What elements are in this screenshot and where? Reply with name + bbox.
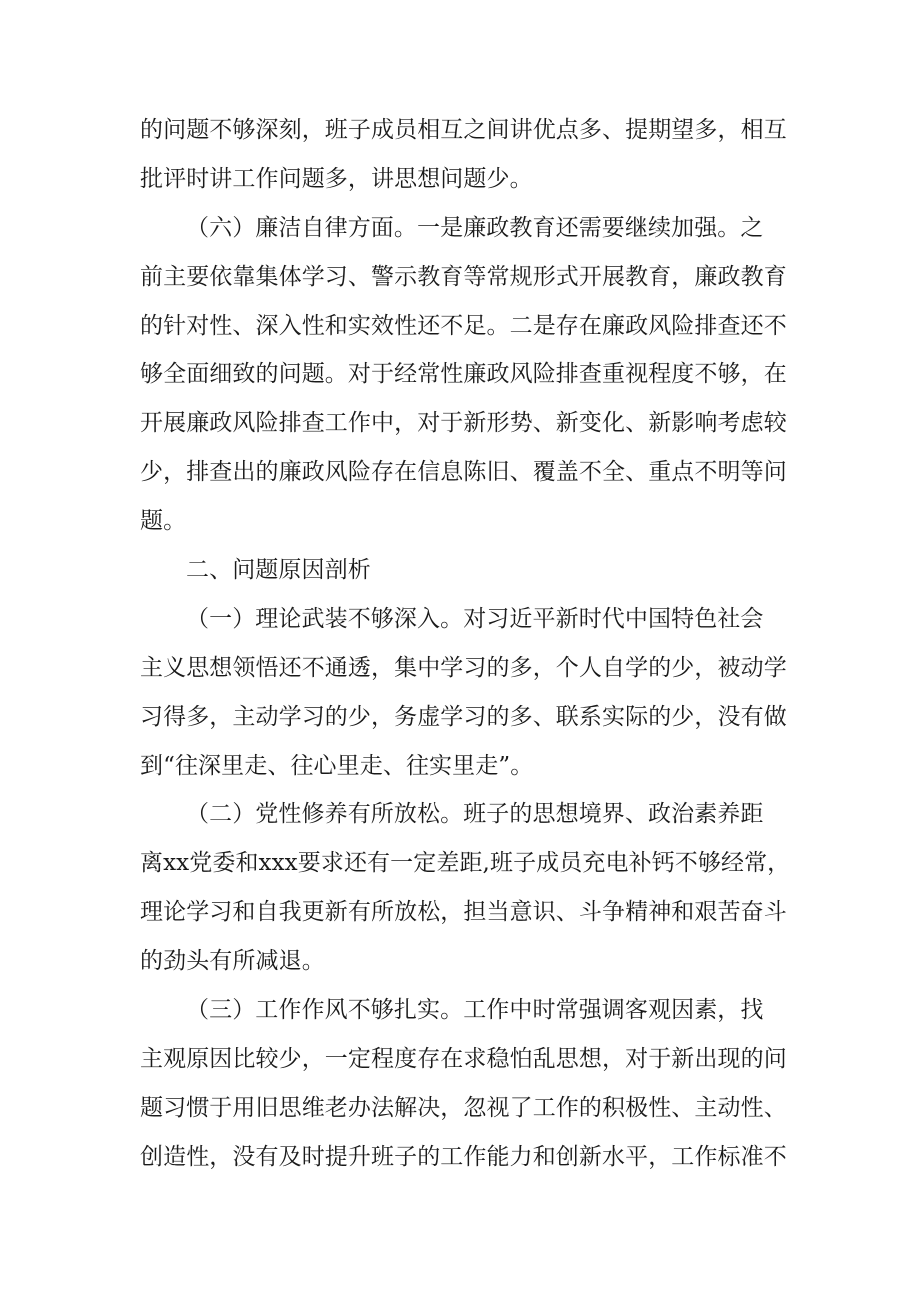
text-line: 批评时讲工作问题多，讲思想问题少。 xyxy=(140,165,533,192)
text-line: 离xx党委和xxx要求还有一定差距,班子成员充电补钙不够经常， xyxy=(140,850,791,877)
text-line: 二、问题原因剖析 xyxy=(186,557,371,584)
text-line: 够全面细致的问题。对于经常性廉政风险排查重视程度不够，在 xyxy=(140,361,787,388)
text-line: （三）工作作风不够扎实。工作中时常强调客观因素，找 xyxy=(186,997,764,1024)
paragraph xyxy=(140,546,800,595)
text-line: 题。 xyxy=(140,508,187,535)
text-line: 前主要依靠集体学习、警示教育等常规形式开展教育，廉政教育 xyxy=(140,263,787,290)
paragraph xyxy=(140,595,800,791)
text-line: 题习惯于用旧思维老办法解决，忽视了工作的积极性、主动性、 xyxy=(140,1094,787,1121)
text-line: 开展廉政风险排查工作中，对于新形势、新变化、新影响考虑较 xyxy=(140,410,787,437)
text-line: 的劲头有所减退。 xyxy=(140,948,325,975)
text-line: 主观原因比较少，一定程度存在求稳怕乱思想，对于新出现的问 xyxy=(140,1045,787,1072)
text-line: 的问题不够深刻，班子成员相互之间讲优点多、提期望多，相互 xyxy=(140,117,787,143)
text-line: 少，排查出的廉政风险存在信息陈旧、覆盖不全、重点不明等问 xyxy=(140,459,787,486)
text-line: 主义思想领悟还不通透，集中学习的多，个人自学的少，被动学 xyxy=(140,654,787,681)
text-line: 创造性，没有及时提升班子的工作能力和创新水平，工作标准不 xyxy=(140,1143,787,1170)
text-line: 到“往深里走、往心里走、往实里走”。 xyxy=(140,752,534,779)
text-line: （六）廉洁自律方面。一是廉政教育还需要继续加强。之 xyxy=(186,214,764,241)
text-line: 的针对性、深入性和实效性还不足。二是存在廉政风险排查还不 xyxy=(140,312,787,339)
paragraph xyxy=(140,204,800,546)
text-line: （一）理论武装不够深入。对习近平新时代中国特色社会 xyxy=(186,605,764,632)
paragraph xyxy=(140,790,800,986)
paragraph xyxy=(140,106,800,204)
document-body xyxy=(140,106,800,1182)
text-line: （二）党性修养有所放松。班子的思想境界、政治素养距 xyxy=(186,801,764,828)
paragraph xyxy=(140,986,800,1182)
text-line: 理论学习和自我更新有所放松，担当意识、斗争精神和艰苦奋斗 xyxy=(140,899,787,926)
text-line: 习得多，主动学习的少，务虚学习的多、联系实际的少，没有做 xyxy=(140,703,787,730)
